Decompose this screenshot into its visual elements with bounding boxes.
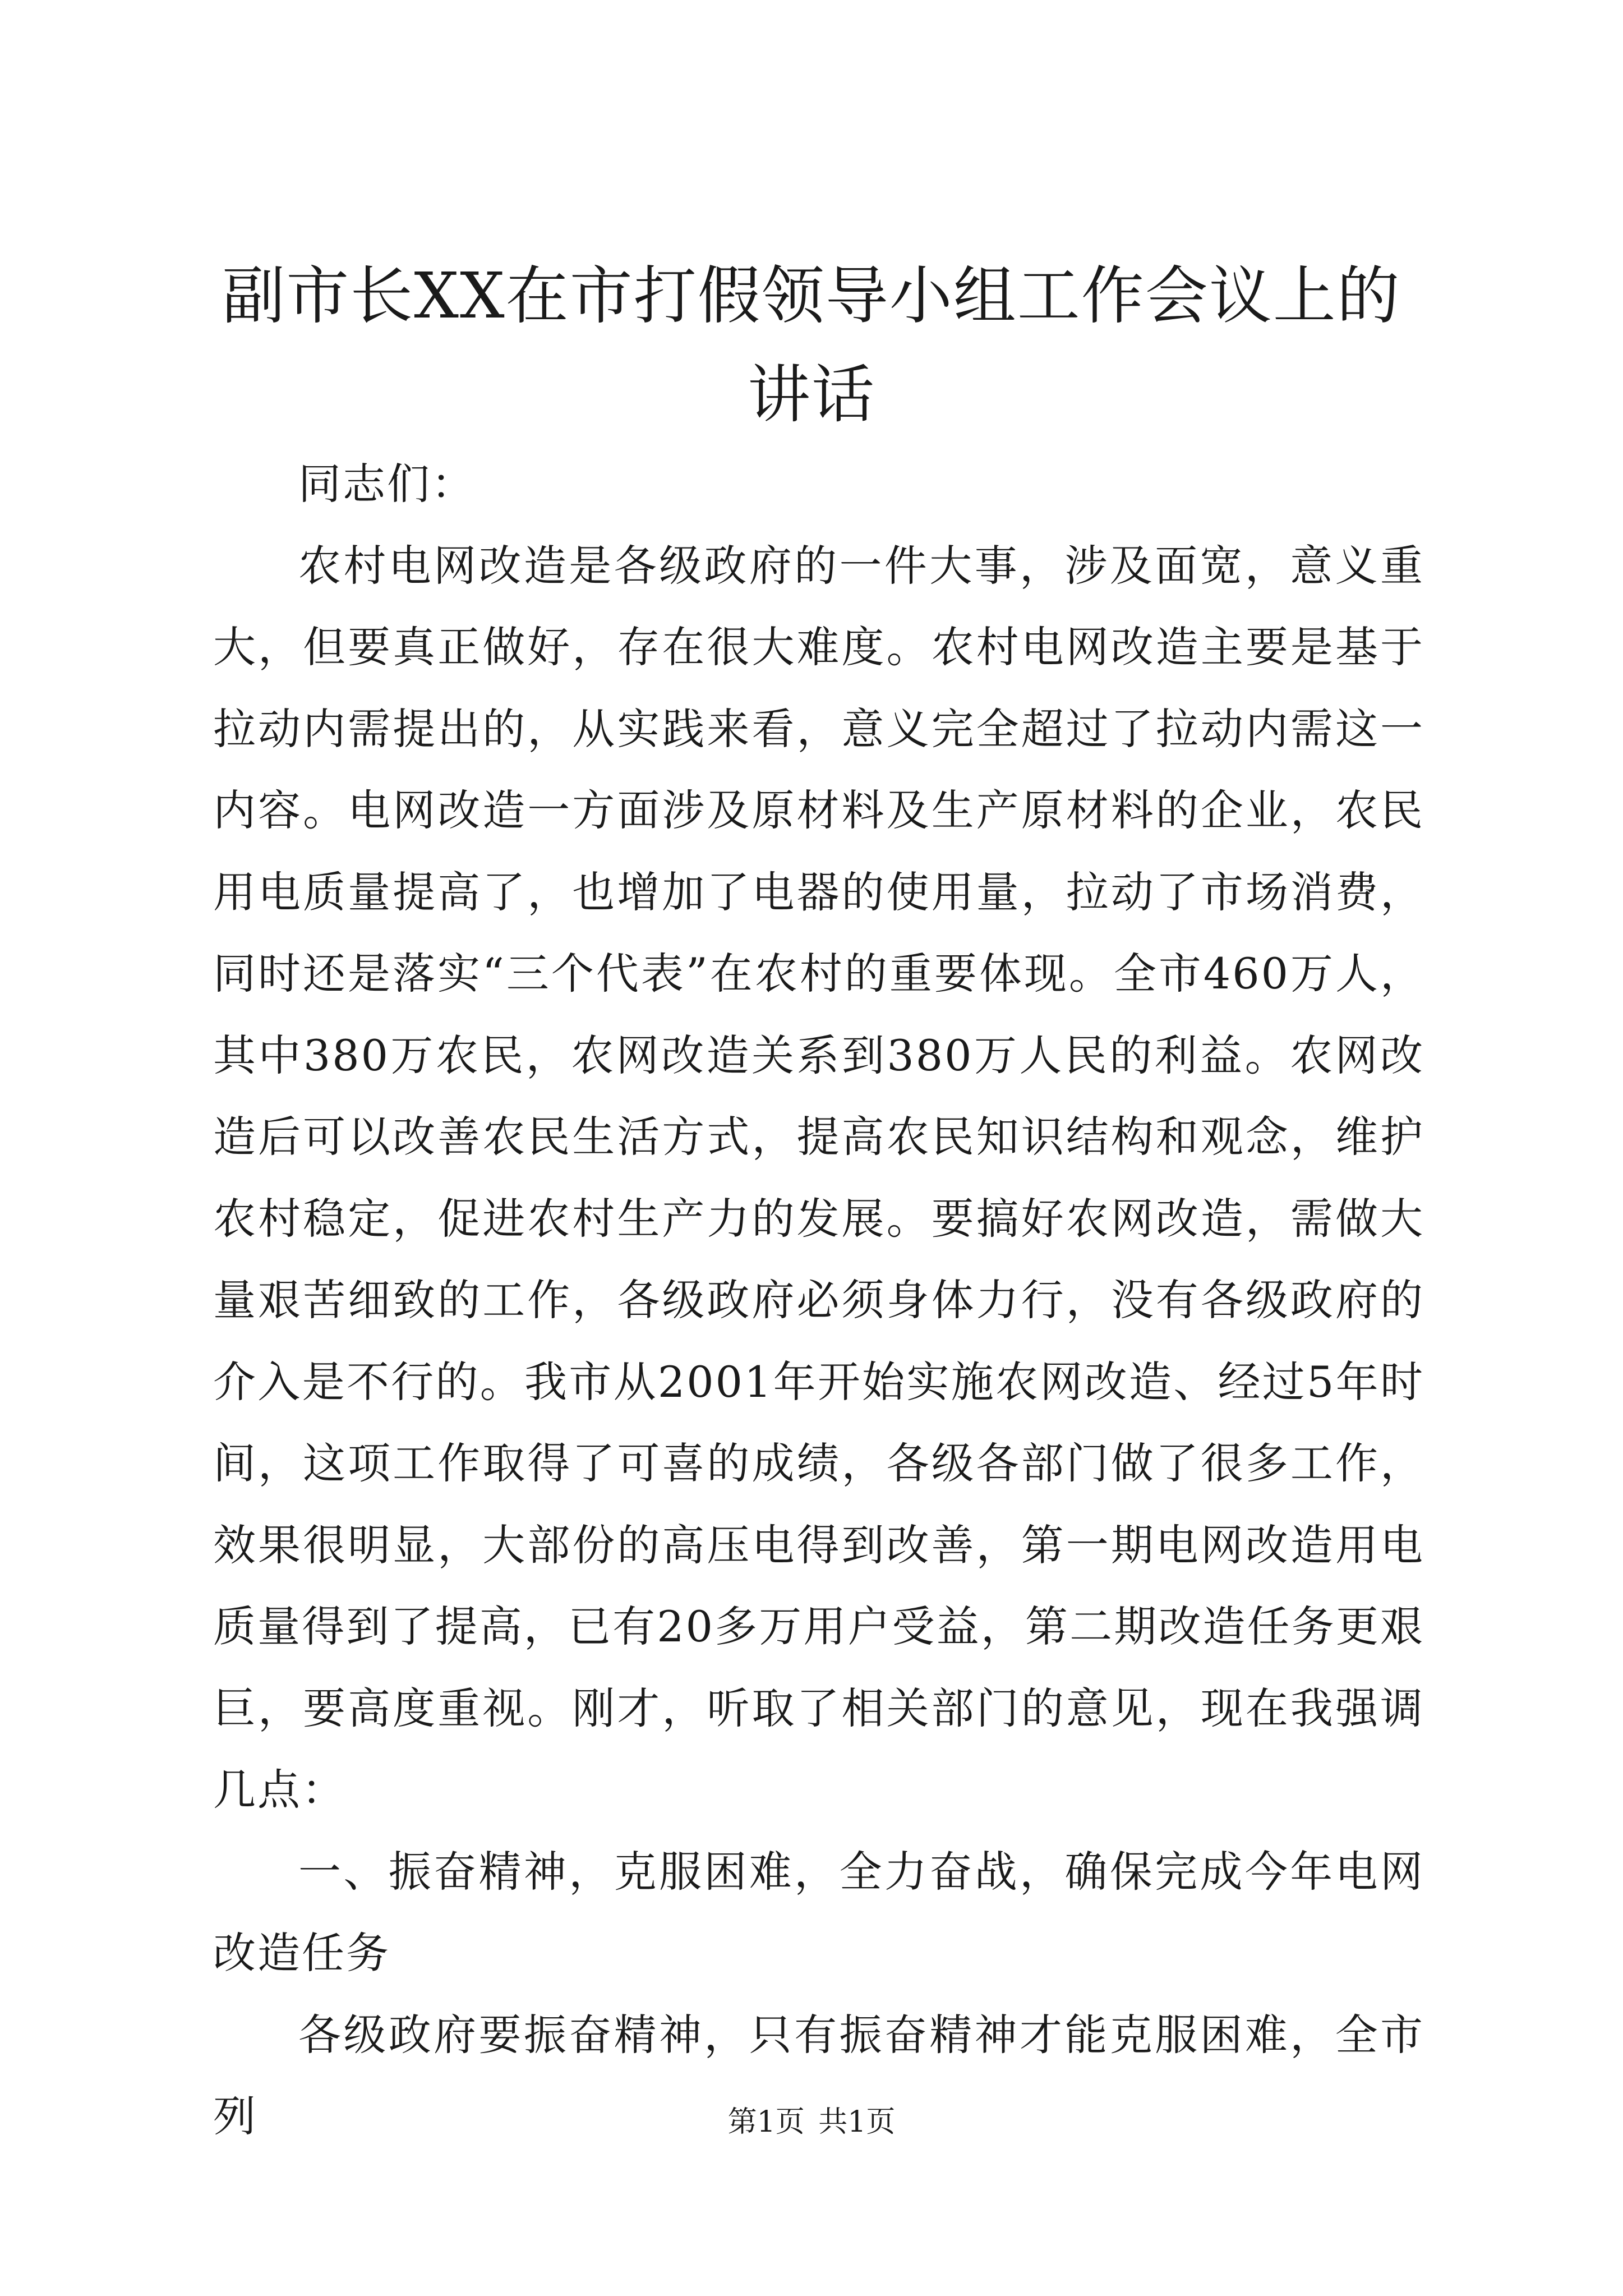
document-body [213,443,1424,2157]
body-paragraph: 各级政府要振奋精神，只有振奋精神才能克服困难，全市列 [213,2009,1424,2141]
salutation-paragraph: 同志们： [298,459,476,509]
page-number: 第1页 [727,2105,805,2139]
page-total: 共1页 [818,2105,896,2139]
document-title: 副市长XX在市打假领导小组工作会议上的讲话 [222,260,1401,431]
page-footer [0,2102,1623,2142]
body-paragraph: 农村电网改造是各级政府的一件大事，涉及面宽，意义重大，但要真正做好，存在很大难度。农村电网改造主要是基于拉动内需提出的，从实践来看，意义完全超过了拉动内需这一内容。电网改造一方面涉及原材料及生产原材料的企业，农民用电质量提高了，也增加了电器的使用量，拉动了市场消费，同时还是落实“三个代表”在农村的重要体现。全市460万人，其中380万农民，农网改造关系到380万人民的利益。农网改造后可以改善农民生活方式，提高农民知识结构和观念，维护农村稳定，促进农村生产力的发展。要搞好农网改造，需做大量艰苦细致的工作，各级政府必须身体力行，没有各级政府的介入是不行的。我市从2001年开始实施农网改造、经过5年时间，这项工作取得了可喜的成绩，各级各部门做了很多工作，效果很明显，大部份的高压电得到改善，第一期电网改造用电质量得到了提高，已有20多万用户受益，第二期改造任务更艰巨，要高度重视。刚才，听取了相关部门的意见，现在我强调几点： [213,540,1424,1815]
section-heading-paragraph: 一、振奋精神，克服困难，全力奋战，确保完成今年电网改造任务 [213,1846,1424,1978]
